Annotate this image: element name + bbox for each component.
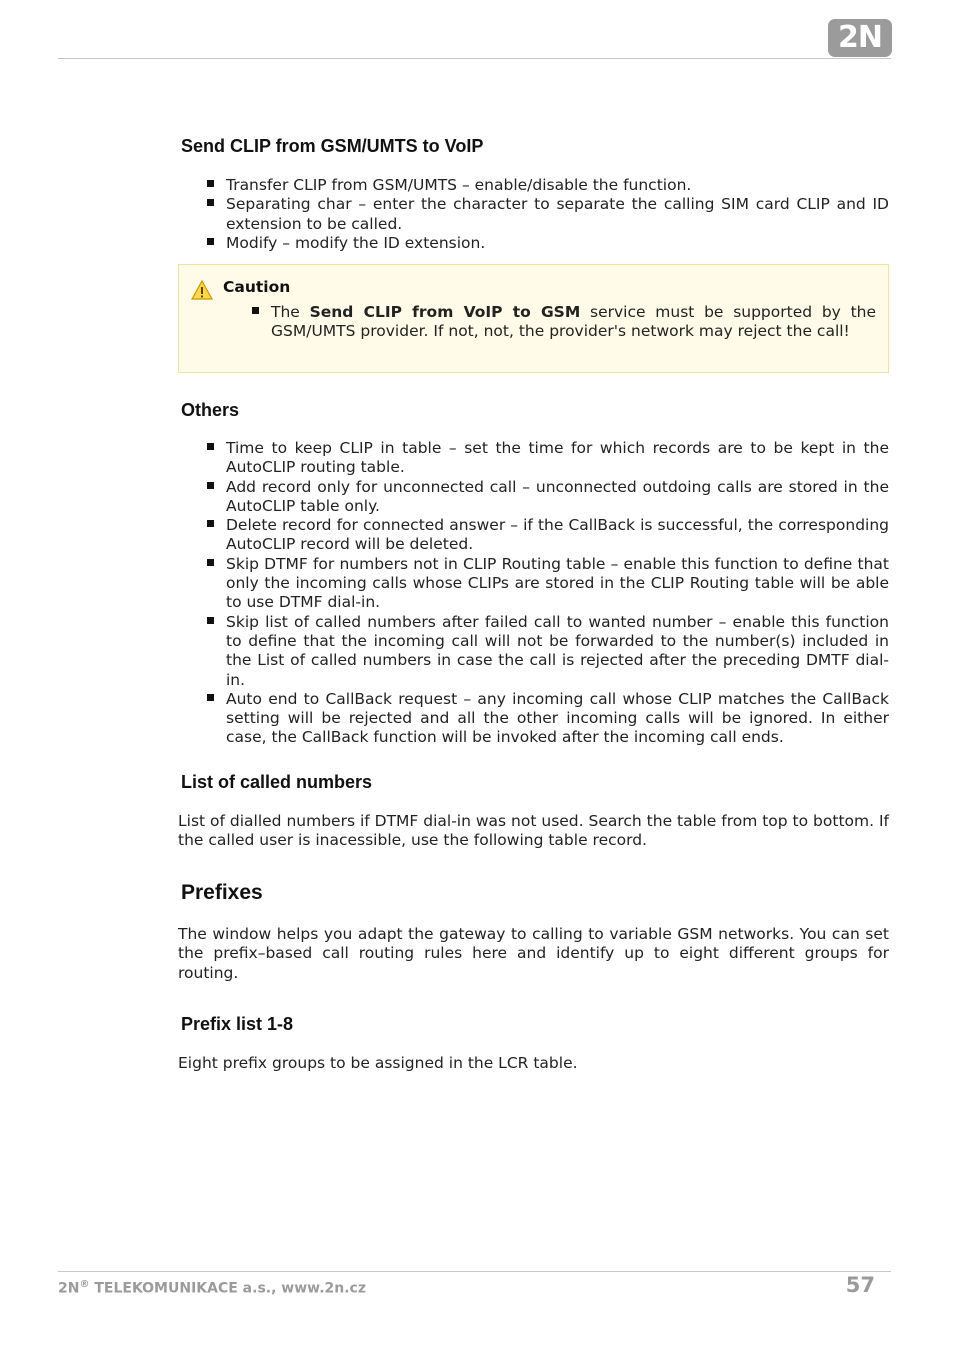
caution-box — [178, 264, 889, 373]
heading-prefix-list: Prefix list 1-8 — [181, 1014, 294, 1034]
page-number: 57 — [845, 1273, 875, 1297]
list-item: Modify – modify the ID extension. — [206, 234, 889, 253]
list-item: Auto end to CallBack request – any incoming call whose CLIP matches the CallBack setting will be rejected and all the other incoming calls will be ignored. In either case, the CallBack function will be invoked after the incoming call ends. — [206, 690, 889, 748]
heading-send-clip: Send CLIP from GSM/UMTS to VoIP — [181, 136, 484, 156]
caution-text-after: service must be supported by the GSM/UMTS provider. If not, not, the provider's network may reject the call! — [271, 303, 877, 341]
prefixes-text: The window helps you adapt the gateway to calling to variable GSM networks. You can set the prefix–based call routing rules here and identify up to eight different groups for routing. — [178, 925, 889, 982]
list-item: Skip DTMF for numbers not in CLIP Routing table – enable this function to define that only the incoming calls whose CLIPs are stored in the CLIP Routing table will be able to use DTMF dial-in. — [206, 555, 889, 613]
heading-list-called: List of called numbers — [181, 772, 373, 792]
list-called-text: List of dialled numbers if DTMF dial-in was not used. Search the table from top to bottom. If the called user is inacessible, use the following table record. — [178, 812, 889, 850]
caution-item — [251, 303, 876, 342]
company-logo: 2N — [828, 19, 892, 57]
list-item: Time to keep CLIP in table – set the time for which records are to be kept in the AutoCLIP routing table. — [206, 439, 889, 478]
caution-list — [251, 303, 876, 342]
caution-text-before: The — [271, 303, 310, 321]
footer-company — [58, 1279, 366, 1297]
warning-triangle-icon — [191, 280, 213, 300]
heading-prefixes: Prefixes — [181, 881, 263, 904]
list-item: Skip list of called numbers after failed call to wanted number – enable this function to define that the incoming call will not be forwarded to the number(s) included in the List of called numbers in case the call is rejected after the preceding DMTF dial-in. — [206, 613, 889, 690]
list-item: Separating char – enter the character to separate the calling SIM card CLIP and ID extension to be called. — [206, 195, 889, 234]
footer-company-rest: TELEKOMUNIKACE a.s., www.2n.cz — [89, 1280, 366, 1297]
list-item: Transfer CLIP from GSM/UMTS – enable/disable the function. — [206, 176, 889, 195]
prefix-list-text: Eight prefix groups to be assigned in the LCR table. — [178, 1054, 578, 1072]
list-item: Delete record for connected answer – if the CallBack is successful, the corresponding AutoCLIP record will be deleted. — [206, 516, 889, 555]
others-list — [206, 439, 889, 748]
heading-others: Others — [181, 400, 240, 420]
footer-divider — [58, 1271, 891, 1272]
caution-text-bold: Send CLIP from VoIP to GSM — [309, 303, 581, 321]
registered-mark: ® — [79, 1279, 90, 1290]
header-divider — [58, 58, 891, 59]
footer-company-prefix: 2N — [58, 1280, 80, 1297]
list-item: Add record only for unconnected call – unconnected outdoing calls are stored in the AutoCLIP table only. — [206, 478, 889, 517]
send-clip-list — [206, 176, 889, 253]
caution-title: Caution — [223, 278, 291, 296]
